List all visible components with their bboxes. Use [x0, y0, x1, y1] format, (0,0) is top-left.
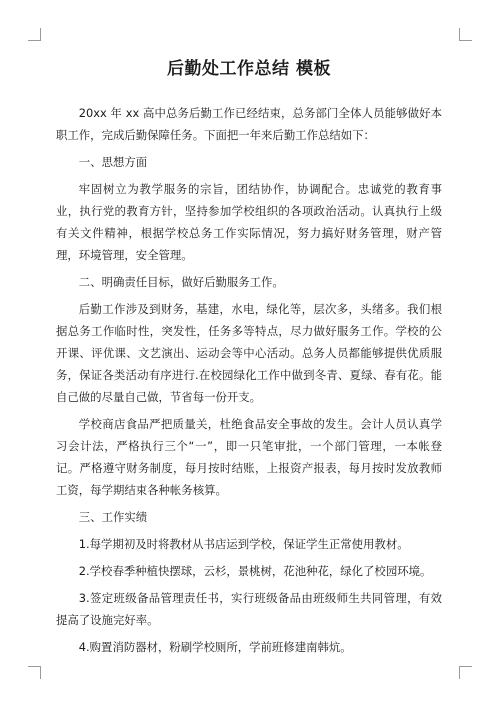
- list-item-3: 3.签定班级备品管理责任书，实行班级备品由班级师生共同管理，有效提高了设施完好率。: [56, 591, 442, 627]
- paragraph-ideology: 牢固树立为教学服务的宗旨，团结协作，协调配合。忠诚党的教育事业，执行党的教育方针，坚持参加学校组织的各项政治活动。认真执行上级有关文件精神，根据学校总务工作实际情况，努力搞好财务管理，财产管理，环境管理，安全管理。: [56, 182, 442, 262]
- crop-mark-top-left: [28, 28, 41, 41]
- section-heading-2: 二、明确责任目标，做好后勤服务工作。: [78, 275, 284, 289]
- list-item-2: 2.学校春季种植快摆球，云杉，景桃树，花池种花，绿化了校园环境。: [78, 564, 432, 578]
- crop-mark-bottom-right: [459, 666, 472, 679]
- list-item-1: 1.每学期初及时将教材从书店运到学校，保证学生正常使用教材。: [78, 537, 409, 551]
- crop-mark-top-right: [459, 28, 472, 41]
- document-body: [56, 58, 442, 663]
- section-heading-1: 一、思想方面: [78, 155, 148, 169]
- paragraph-intro: 20xx 年 xx 高中总务后勤工作已经结束，总务部门全体人员能够做好本职工作，完成后勤保障任务。下面把一年来后勤工作总结如下：: [56, 106, 442, 142]
- list-item-4: 4.购置消防器材，粉刷学校厕所，学前班修建南韩炕。: [78, 640, 352, 654]
- document-title: 后勤处工作总结 模板: [167, 59, 331, 79]
- crop-mark-bottom-left: [28, 666, 41, 679]
- paragraph-finance: 学校商店食品严把质量关，杜绝食品安全事故的发生。会计人员认真学习会计法，严格执行三个“一”，即一只笔审批，一个部门管理，一本帐登记。严格遵守财务制度，每月按时结账，上报资产报表，每月按时发放教师工资，每学期结束各种帐务核算。: [56, 417, 442, 497]
- section-heading-3: 三、工作实绩: [78, 510, 148, 524]
- paragraph-logistics: 后勤工作涉及到财务，基建，水电，绿化等，层次多，头绪多。我们根据总务工作临时性，突发性，任务多等特点，尽力做好服务工作。学校的公开课、评优课、文艺演出、运动会等中心活动。总务人员都能够提供优质服务，保证各类活动有序进行.在校园绿化工作中做到冬青、夏绿、春有花。能自己做的尽量自己做，节省每一份开支。: [56, 302, 442, 404]
